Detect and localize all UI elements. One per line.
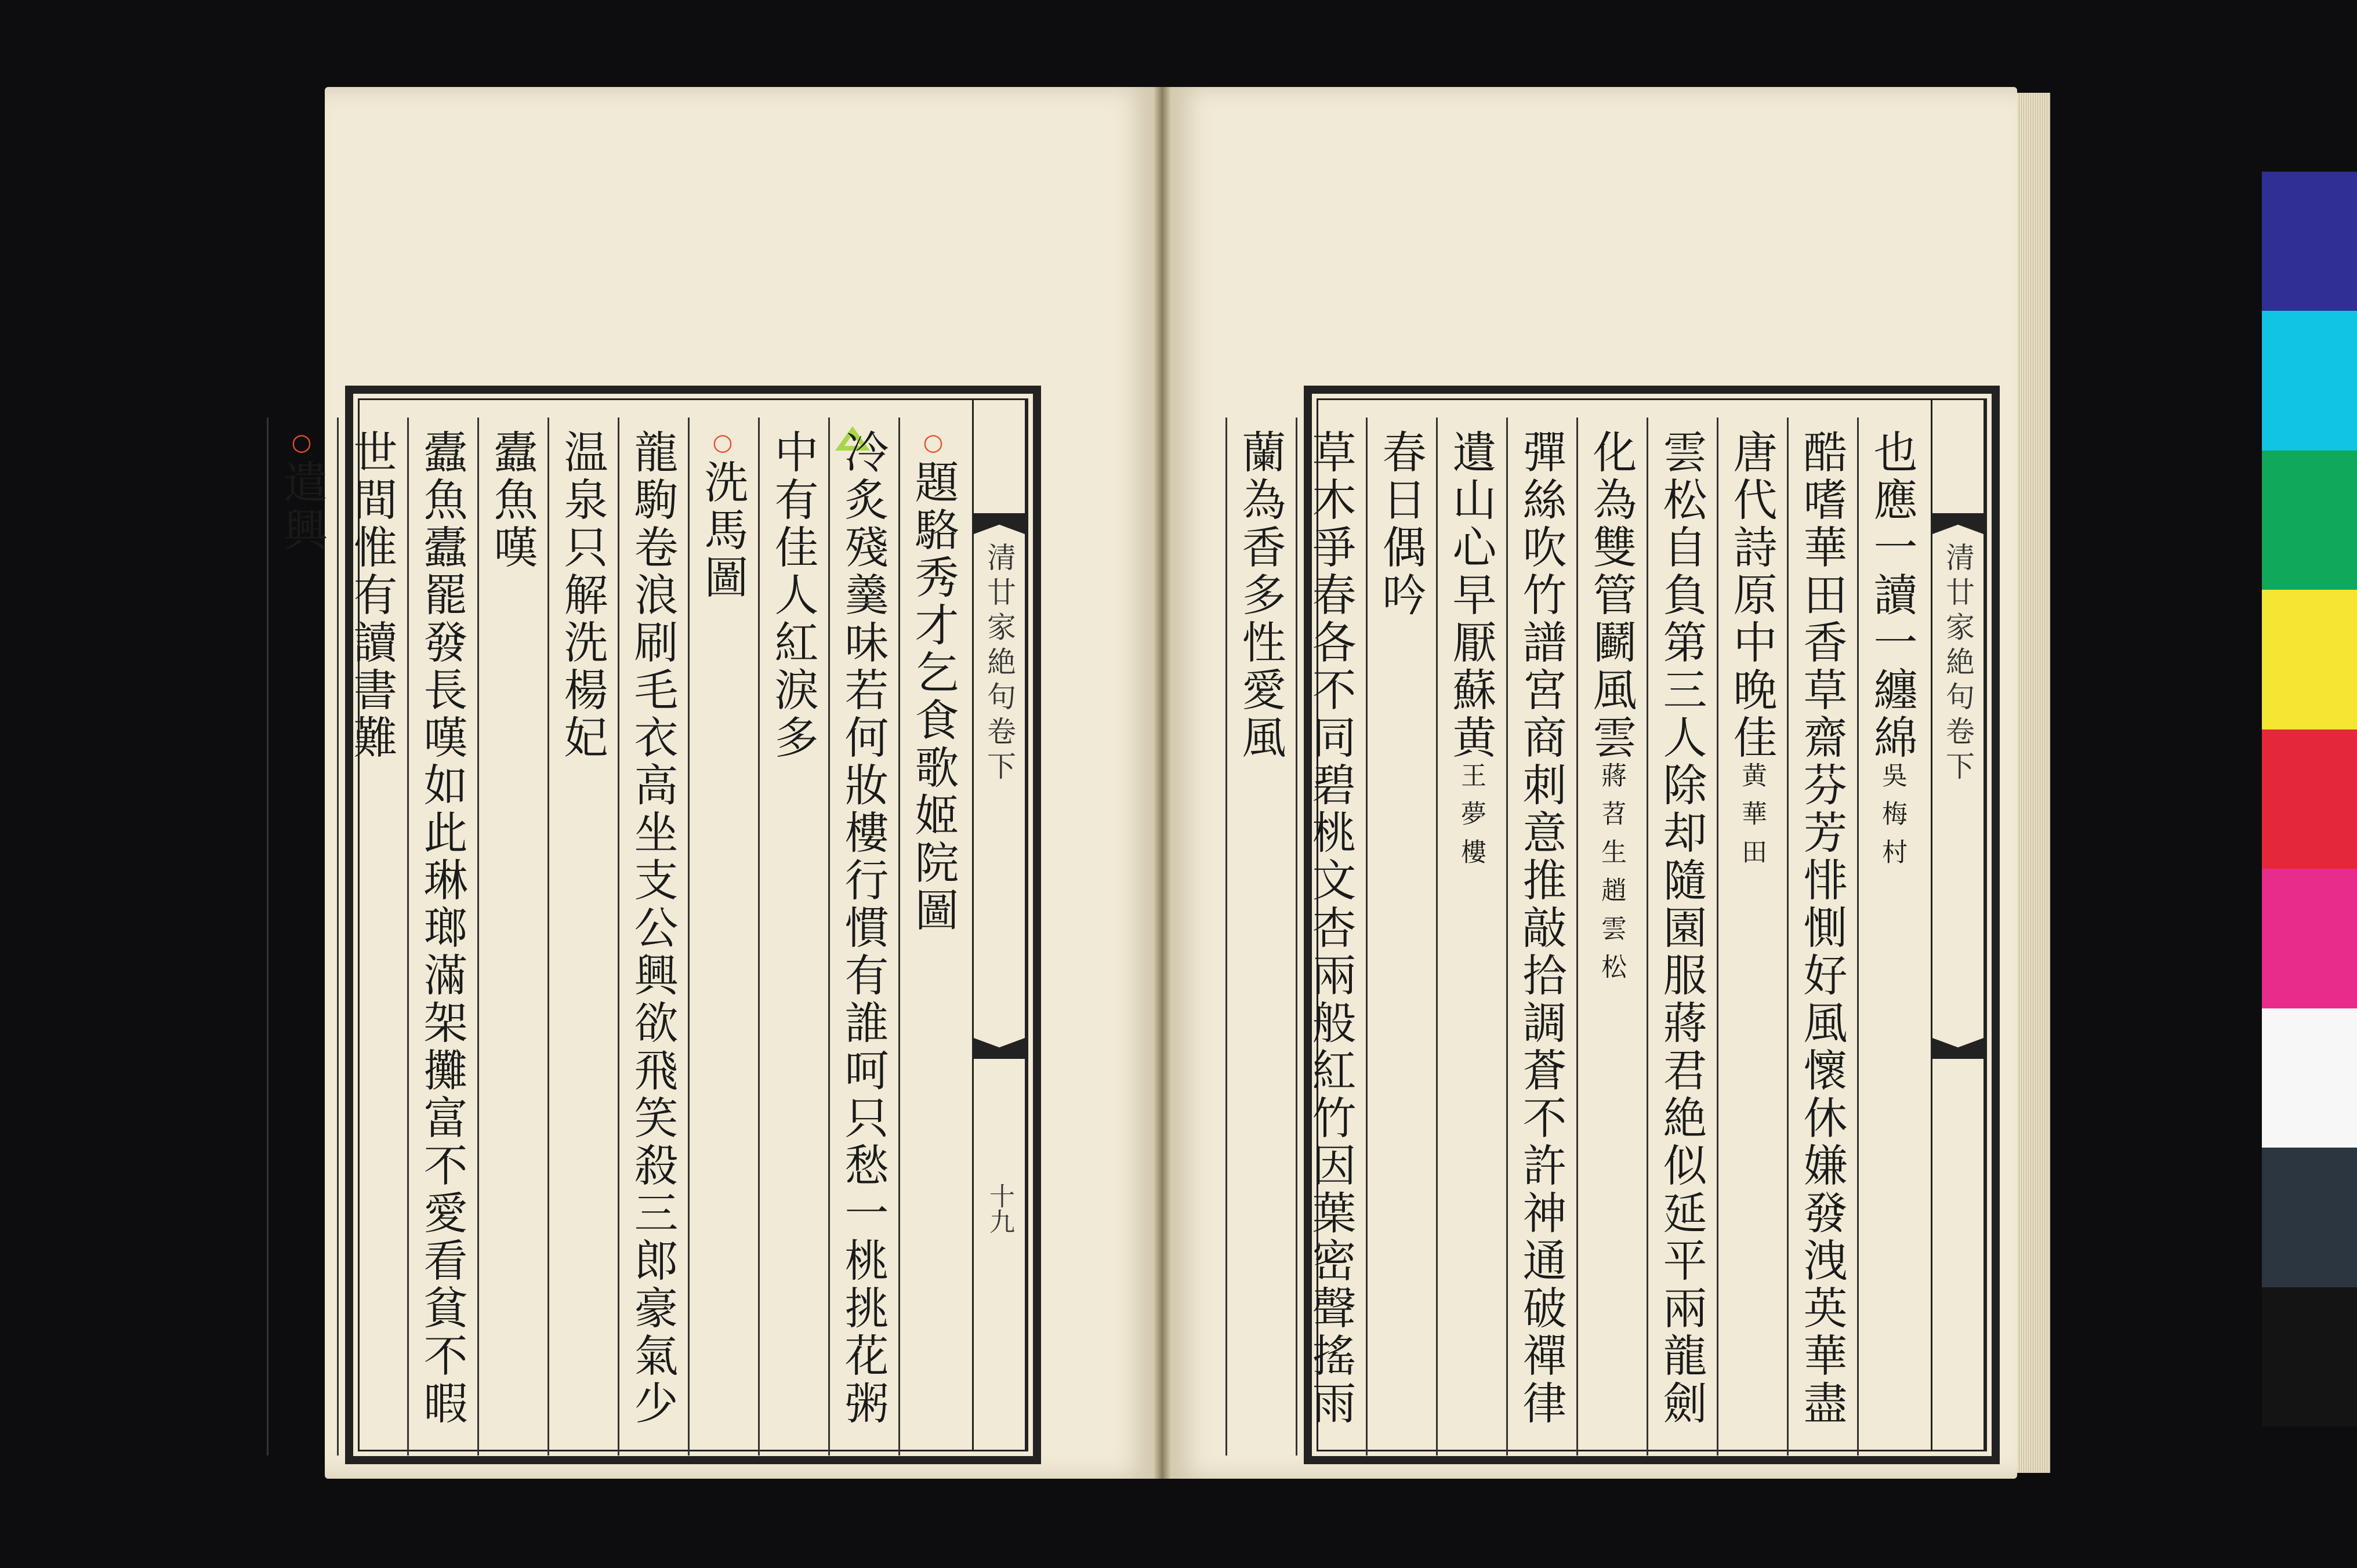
color-swatch <box>2262 729 2357 869</box>
author-note: 黄華田 <box>1737 762 1767 877</box>
red-circle-mark-icon: ○ <box>920 429 947 459</box>
left-page <box>276 87 1154 1479</box>
color-swatch <box>2262 869 2357 1008</box>
text-column <box>1366 418 1436 1456</box>
column-text: 題駱秀才乞食歌姬院圖 <box>908 459 959 935</box>
left-text-columns <box>267 418 969 1456</box>
column-text: 雲松自負第三人除却隨園服蔣君絶似延平兩龍劍 <box>1656 429 1707 1428</box>
column-text: 中有佳人紅淚多 <box>767 429 819 762</box>
author-note: 蔣苕生趙雲松 <box>1597 762 1626 992</box>
text-column <box>267 418 337 1456</box>
text-column <box>337 418 407 1456</box>
red-circle-mark-icon: ○ <box>709 429 736 459</box>
fishtail-bottom-icon <box>974 1038 1025 1059</box>
text-column <box>547 418 618 1456</box>
text-column <box>1506 418 1576 1456</box>
right-text-frame <box>1235 386 2000 1464</box>
color-swatch <box>2262 1148 2357 1287</box>
column-text: 也應一讀一纏綿 <box>1866 429 1918 762</box>
text-column <box>898 418 969 1456</box>
column-text: 春日偶吟 <box>1375 429 1427 619</box>
author-note: 王夢樓 <box>1456 762 1486 877</box>
book-gutter <box>1154 87 1170 1479</box>
open-book <box>276 87 2050 1490</box>
right-center-strip <box>1931 400 1985 1450</box>
text-column <box>407 418 477 1456</box>
text-column <box>688 418 758 1456</box>
right-text-columns <box>1225 418 1927 1456</box>
right-inner-border <box>1235 398 1987 1451</box>
column-text: 酷嗜華田香草齋芬芳悱惻好風懷休嫌發洩英華盡 <box>1796 429 1848 1428</box>
text-column <box>1436 418 1506 1456</box>
left-running-title: 清廿家絶句卷下 <box>982 542 1016 786</box>
text-column <box>1647 418 1717 1456</box>
text-column <box>1296 418 1366 1456</box>
text-column <box>618 418 688 1456</box>
color-swatch <box>2262 590 2357 729</box>
left-text-frame <box>276 386 1041 1464</box>
column-text: 遺山心早厭蘇黄 <box>1445 429 1497 762</box>
color-swatch <box>2262 172 2357 311</box>
left-center-strip <box>972 400 1027 1450</box>
color-swatch <box>2262 1287 2357 1427</box>
left-page-number: 十九 <box>985 1183 1014 1234</box>
right-page <box>1170 87 2017 1479</box>
column-text: 蠹魚蠹罷發長嘆如此琳瑯滿架攤富不愛看貧不暇 <box>416 429 468 1428</box>
author-note: 吳梅村 <box>1877 762 1907 877</box>
text-column <box>1787 418 1857 1456</box>
column-text: 冷炙殘羹味若何妝樓行慣有誰呵只愁一桃挑花粥 <box>837 429 889 1428</box>
color-swatch <box>2262 1008 2357 1148</box>
column-text: 龍駒卷浪刷毛衣高坐支公興欲飛笑殺三郎豪氣少 <box>627 429 679 1428</box>
color-calibration-card <box>2262 172 2357 1427</box>
text-column <box>758 418 828 1456</box>
text-column <box>477 418 547 1456</box>
color-swatch <box>2262 451 2357 590</box>
left-inner-border <box>276 398 1028 1451</box>
column-text: 蘭為香多性愛風 <box>1235 429 1286 762</box>
text-column <box>1857 418 1927 1456</box>
column-text: 洗馬圖 <box>697 459 749 602</box>
text-column <box>828 418 898 1456</box>
text-column <box>1576 418 1647 1456</box>
column-text: 遣興 <box>276 459 328 554</box>
right-running-title: 清廿家絶句卷下 <box>1941 542 1975 786</box>
column-text: 彈絲吹竹譜宮商刺意推敲拾調蒼不許神通破禪律 <box>1515 429 1567 1428</box>
column-text: 草木爭春各不同碧桃文杏兩般紅竹因葉密聲搖雨 <box>1305 429 1357 1428</box>
column-text: 唐代詩原中晚佳 <box>1726 429 1778 762</box>
fishtail-top-icon <box>974 513 1025 534</box>
column-text: 温泉只解洗楊妃 <box>557 429 608 762</box>
column-text: 蠹魚嘆 <box>487 429 538 572</box>
fishtail-top-icon <box>1932 513 1983 534</box>
color-swatch <box>2262 311 2357 450</box>
red-circle-mark-icon: ○ <box>288 429 315 459</box>
column-text: 化為雙管鬬風雲 <box>1586 429 1637 762</box>
text-column <box>1717 418 1787 1456</box>
page-edges <box>2017 93 2050 1473</box>
fishtail-bottom-icon <box>1932 1038 1983 1059</box>
column-text: 世間惟有讀書難 <box>346 429 398 762</box>
text-column <box>1225 418 1296 1456</box>
